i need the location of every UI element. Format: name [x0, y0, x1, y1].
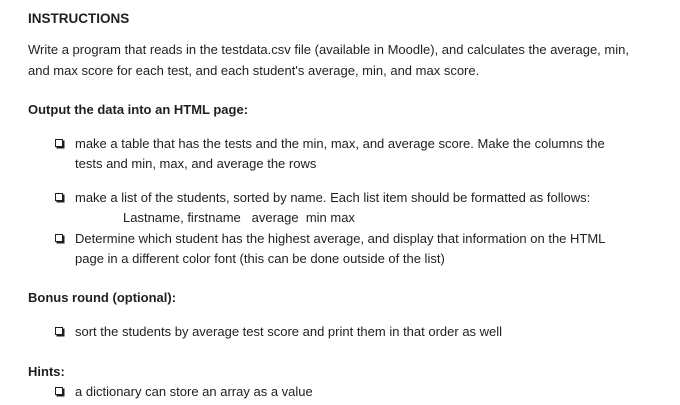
checkbox-icon — [55, 139, 63, 147]
list-item-text: a dictionary can store an array as a value — [75, 384, 313, 399]
document-title: INSTRUCTIONS — [28, 11, 130, 26]
output-heading: Output the data into an HTML page: — [28, 102, 249, 117]
list-item-text: make a table that has the tests and the min, max, and average score. Make the columns the — [75, 136, 605, 151]
checkbox-icon — [55, 234, 63, 242]
checkbox-icon — [55, 387, 63, 395]
intro-line-1: Write a program that reads in the testdata.csv file (available in Moodle), and calculates the average, min, — [28, 42, 629, 57]
list-item-text: tests and min, max, and average the rows — [75, 156, 317, 171]
intro-line-2: and max score for each test, and each student's average, min, and max score. — [28, 63, 480, 78]
checkbox-icon — [55, 193, 63, 201]
hints-heading: Hints: — [28, 364, 65, 379]
list-item-text: make a list of the students, sorted by name. Each list item should be formatted as follows: — [75, 190, 591, 205]
list-item-text: Determine which student has the highest average, and display that information on the HTML — [75, 231, 606, 246]
bonus-heading: Bonus round (optional): — [28, 290, 177, 305]
format-line: Lastname, firstname average min max — [123, 210, 355, 225]
checkbox-icon — [55, 327, 63, 335]
list-item-text: sort the students by average test score and print them in that order as well — [75, 324, 503, 339]
list-item-text: page in a different color font (this can be done outside of the list) — [75, 251, 445, 266]
